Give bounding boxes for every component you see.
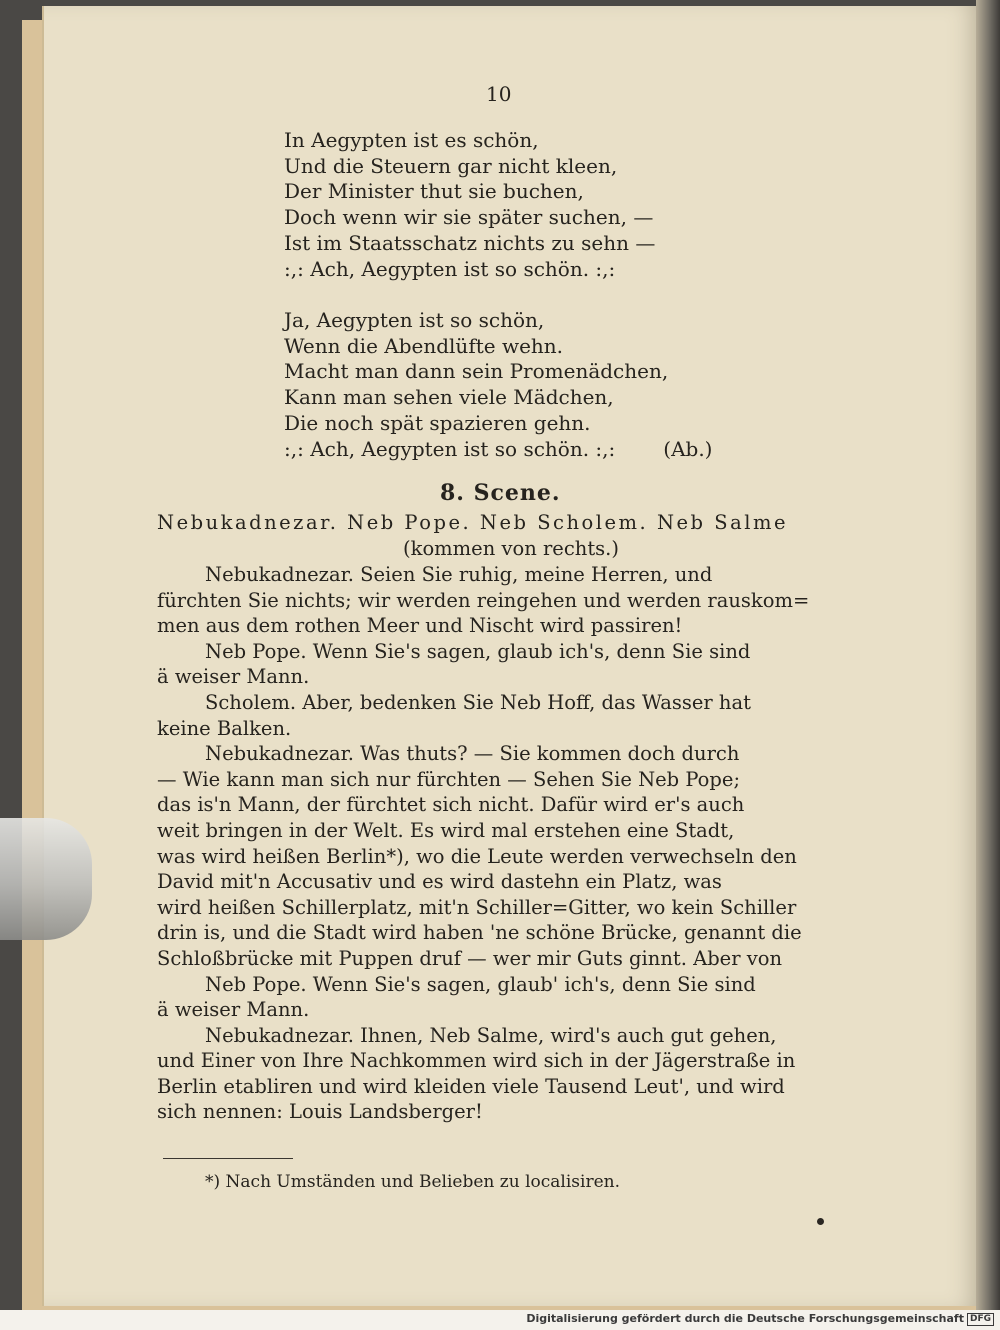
verse-line: Kann man sehen viele Mädchen, bbox=[284, 385, 614, 410]
scene-heading: 8. Scene. bbox=[440, 480, 561, 506]
verse-line: Der Minister thut sie buchen, bbox=[284, 179, 584, 204]
verse-line bbox=[284, 437, 712, 463]
speech-line: fürchten Sie nichts; wir werden reingehen und werden rauskom= bbox=[157, 588, 810, 612]
dialogue bbox=[157, 562, 865, 1125]
verse-line: Und die Steuern gar nicht kleen, bbox=[284, 153, 618, 178]
verse-line: Wenn die Abendlüfte wehn. bbox=[284, 333, 564, 358]
cast-list bbox=[157, 510, 865, 561]
funding-credit bbox=[526, 1312, 994, 1326]
speech-line: Schloßbrücke mit Puppen druf — wer mir Guts ginnt. Aber von bbox=[157, 946, 783, 970]
stage-direction-exit: (Ab.) bbox=[663, 436, 713, 461]
page-number: 10 bbox=[486, 82, 512, 106]
speech bbox=[157, 1023, 865, 1125]
book-spine bbox=[976, 0, 1000, 1310]
speech-line: Neb Pope. Wenn Sie's sagen, glaub ich's, denn Sie sind bbox=[205, 639, 751, 663]
speech-line: men aus dem rothen Meer und Nischt wird passiren! bbox=[157, 614, 683, 638]
speech bbox=[157, 972, 865, 1023]
clip-holder bbox=[0, 818, 92, 940]
speech-line: und Einer von Ihre Nachkommen wird sich in der Jägerstraße in bbox=[157, 1049, 796, 1073]
verse-line: :,: Ach, Aegypten ist so schön. :,: bbox=[284, 256, 616, 281]
cast-names: Nebukadnezar. Neb Pope. Neb Scholem. Neb Salme bbox=[157, 511, 788, 534]
verse-line: Ist im Staatsschatz nichts zu sehn — bbox=[284, 230, 656, 255]
speech-line: Nebukadnezar. Was thuts? — Sie kommen doch durch bbox=[205, 742, 740, 766]
speech-line: sich nennen: Louis Landsberger! bbox=[157, 1100, 483, 1124]
speech-line: Nebukadnezar. Ihnen, Neb Salme, wird's auch gut gehen, bbox=[205, 1023, 777, 1047]
speech-line: das is'n Mann, der fürchtet sich nicht. Dafür wird er's auch bbox=[157, 793, 745, 817]
speech-line: Berlin etabliren und wird kleiden viele Tausend Leut', und wird bbox=[157, 1074, 785, 1098]
footnote-rule bbox=[163, 1158, 293, 1159]
speech bbox=[157, 562, 865, 639]
speech-line: Nebukadnezar. Seien Sie ruhig, meine Herren, und bbox=[205, 563, 713, 586]
dfg-logo-icon: DFG bbox=[967, 1313, 994, 1326]
verse-stanza-1 bbox=[284, 128, 655, 282]
ink-spot bbox=[817, 1218, 824, 1225]
speech bbox=[157, 639, 865, 690]
verse-stanza-2 bbox=[284, 308, 712, 462]
speech-line: weit bringen in der Welt. Es wird mal erstehen eine Stadt, bbox=[157, 818, 735, 842]
speech-line: ä weiser Mann. bbox=[157, 665, 310, 689]
speech-line: Scholem. Aber, bedenken Sie Neb Hoff, das Wasser hat bbox=[205, 690, 751, 714]
speech-line: wird heißen Schillerplatz, mit'n Schiller=Gitter, wo kein Schiller bbox=[157, 895, 797, 919]
speech-line: keine Balken. bbox=[157, 716, 292, 740]
speech-line: David mit'n Accusativ und es wird dastehn ein Platz, was bbox=[157, 870, 722, 894]
speech-line: was wird heißen Berlin*), wo die Leute werden verwechseln den bbox=[157, 844, 797, 868]
speech-line: ä weiser Mann. bbox=[157, 998, 310, 1022]
verse-line: Die noch spät spazieren gehn. bbox=[284, 410, 591, 435]
footnote: *) Nach Umständen und Belieben zu localisiren. bbox=[205, 1172, 620, 1192]
speech bbox=[157, 690, 865, 741]
verse-line: Doch wenn wir sie später suchen, — bbox=[284, 205, 654, 230]
refrain: :,: Ach, Aegypten ist so schön. :,: bbox=[284, 436, 616, 461]
speech-line: — Wie kann man sich nur fürchten — Sehen Sie Neb Pope; bbox=[157, 767, 741, 791]
speech-line: Neb Pope. Wenn Sie's sagen, glaub' ich's, denn Sie sind bbox=[205, 972, 756, 996]
verse-line: Macht man dann sein Promenädchen, bbox=[284, 359, 669, 384]
verse-line: In Aegypten ist es schön, bbox=[284, 128, 539, 152]
credit-text: Digitalisierung gefördert durch die Deutsche Forschungsgemeinschaft bbox=[526, 1312, 964, 1325]
speech-line: drin is, und die Stadt wird haben 'ne schöne Brücke, genannt die bbox=[157, 921, 802, 945]
verse-line: Ja, Aegypten ist so schön, bbox=[284, 308, 545, 332]
speech bbox=[157, 741, 865, 971]
stage-direction: (kommen von rechts.) bbox=[403, 536, 619, 560]
